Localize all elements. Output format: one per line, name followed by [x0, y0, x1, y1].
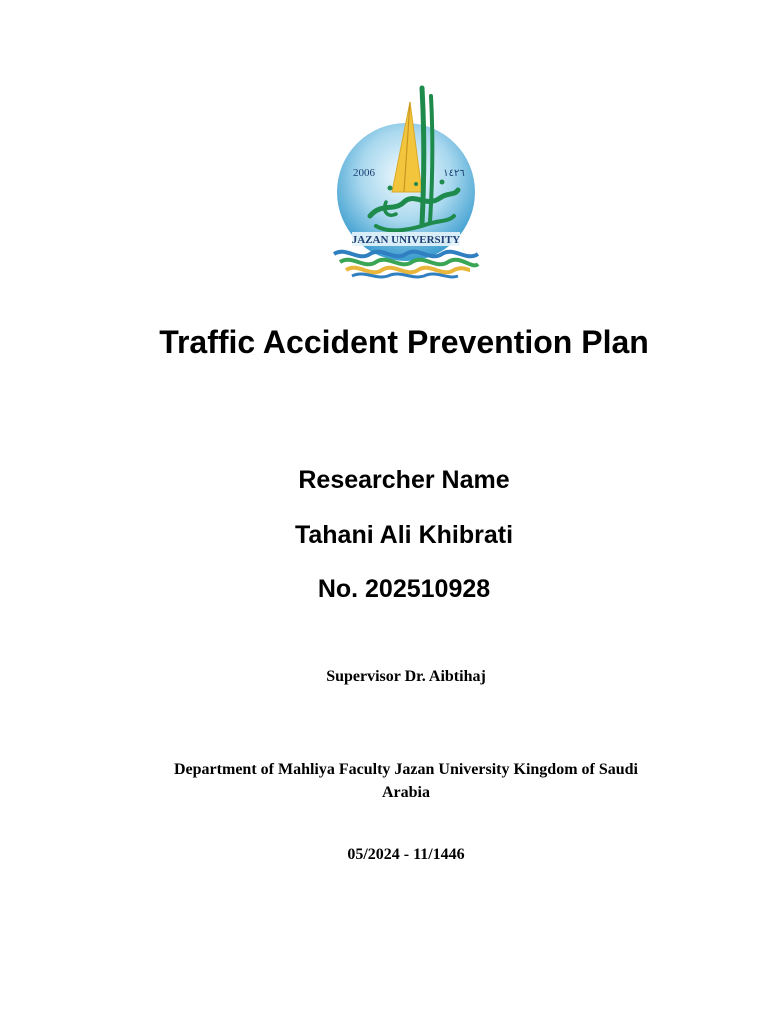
university-logo	[330, 84, 482, 280]
logo-year-hijri: ١٤٢٦	[443, 168, 465, 179]
document-title: Traffic Accident Prevention Plan	[159, 324, 649, 360]
wave-blue	[334, 252, 478, 257]
university-logo-graphic	[330, 84, 482, 280]
logo-university-name: JAZAN UNIVERSITY	[351, 234, 461, 246]
student-number: No. 202510928	[317, 575, 491, 603]
wave-gold	[346, 268, 470, 273]
researcher-label: Researcher Name	[298, 466, 510, 494]
researcher-name: Tahani Ali Khibrati	[294, 521, 514, 549]
department-line: Department of Mahliya Faculty Jazan University Kingdom of Saudi Arabia	[174, 761, 638, 801]
logo-year-gregorian: 2006	[353, 167, 375, 179]
date-line: 05/2024 - 11/1446	[347, 846, 465, 863]
supervisor-line: Supervisor Dr. Aibtihaj	[326, 668, 486, 685]
